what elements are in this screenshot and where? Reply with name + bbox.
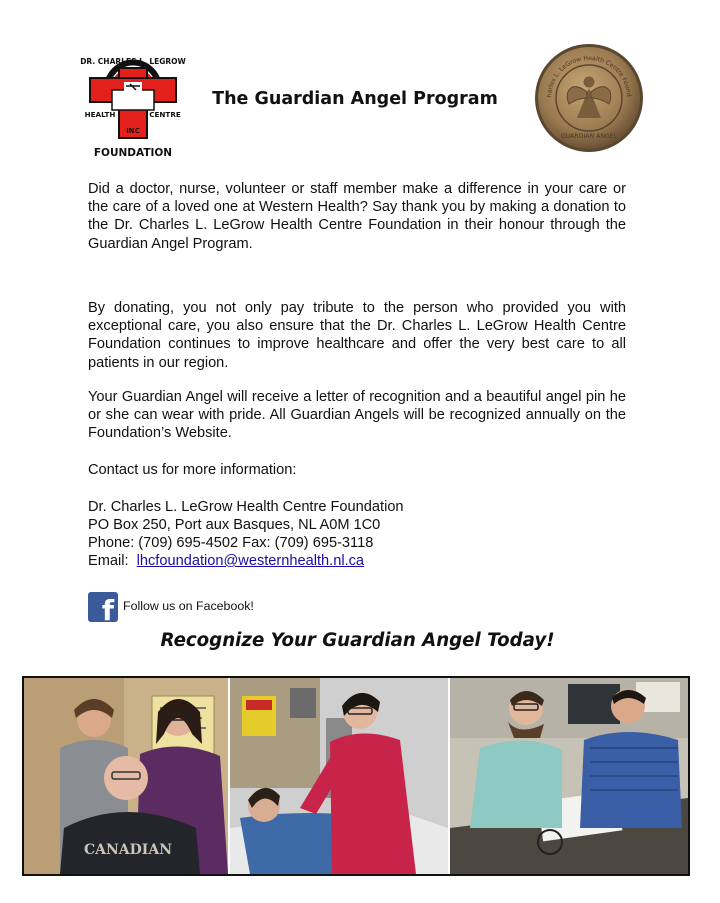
pin-text-bottom: GUARDIAN ANGEL [560, 133, 618, 140]
logo-text-inc: INC [126, 127, 140, 135]
contact-intro: Contact us for more information: [88, 462, 297, 478]
guardian-angel-pin-image [533, 42, 645, 154]
facebook-icon[interactable]: f [88, 592, 118, 622]
email-label: Email: [88, 553, 129, 569]
photo-two-doctors [450, 678, 688, 874]
recognition-paragraph: Your Guardian Angel will receive a letter of recognition and a beautiful angel pin he or she can wear with pride. All Guardian Angels will be recognized annually on the Foundation’s Website. [88, 389, 626, 442]
logo-text-centre: CENTRE [149, 110, 181, 119]
logo-text-health: HEALTH [84, 110, 116, 119]
shirt-text: CANADIAN [83, 842, 173, 858]
tagline: Recognize Your Guardian Angel Today! [160, 630, 555, 651]
pin-text: harles L. LeGrow Health Centre Found [545, 54, 633, 98]
intro-paragraph: Did a doctor, nurse, volunteer or staff member make a difference in your care or the care of a loved one at Western Health? Say thank you by making a donation to the Dr. Charles L. LeGrow Health Centre Foundation in their honour through the Guardian Angel Program. [88, 181, 626, 252]
facebook-link[interactable]: Follow us on Facebook! [123, 599, 254, 613]
contact-email-row [88, 552, 364, 570]
page-title: The Guardian Angel Program [212, 89, 498, 109]
email-link[interactable]: lhcfoundation@westernhealth.nl.ca [136, 553, 365, 569]
photo-patient-with-staff [24, 678, 228, 874]
contact-address: PO Box 250, Port aux Basques, NL A0M 1C0 [88, 517, 381, 533]
logo-text-foundation: FOUNDATION [93, 147, 173, 159]
tribute-paragraph: By donating, you not only pay tribute to the person who provided you with exceptional care, you also ensure that the Dr. Charles L. LeGrow Health Centre Foundation continues to improve healthcare and offer the very best care to all patients in our region. [88, 300, 626, 371]
foundation-logo [80, 34, 186, 168]
contact-organization: Dr. Charles L. LeGrow Health Centre Foundation [88, 499, 404, 515]
photo-nurse-with-patient [230, 678, 448, 874]
photo-strip [22, 676, 690, 876]
contact-phone: Phone: (709) 695-4502 Fax: (709) 695-3118 [88, 535, 374, 551]
logo-text-top: DR. CHARLES L. LEGROW [80, 57, 186, 66]
